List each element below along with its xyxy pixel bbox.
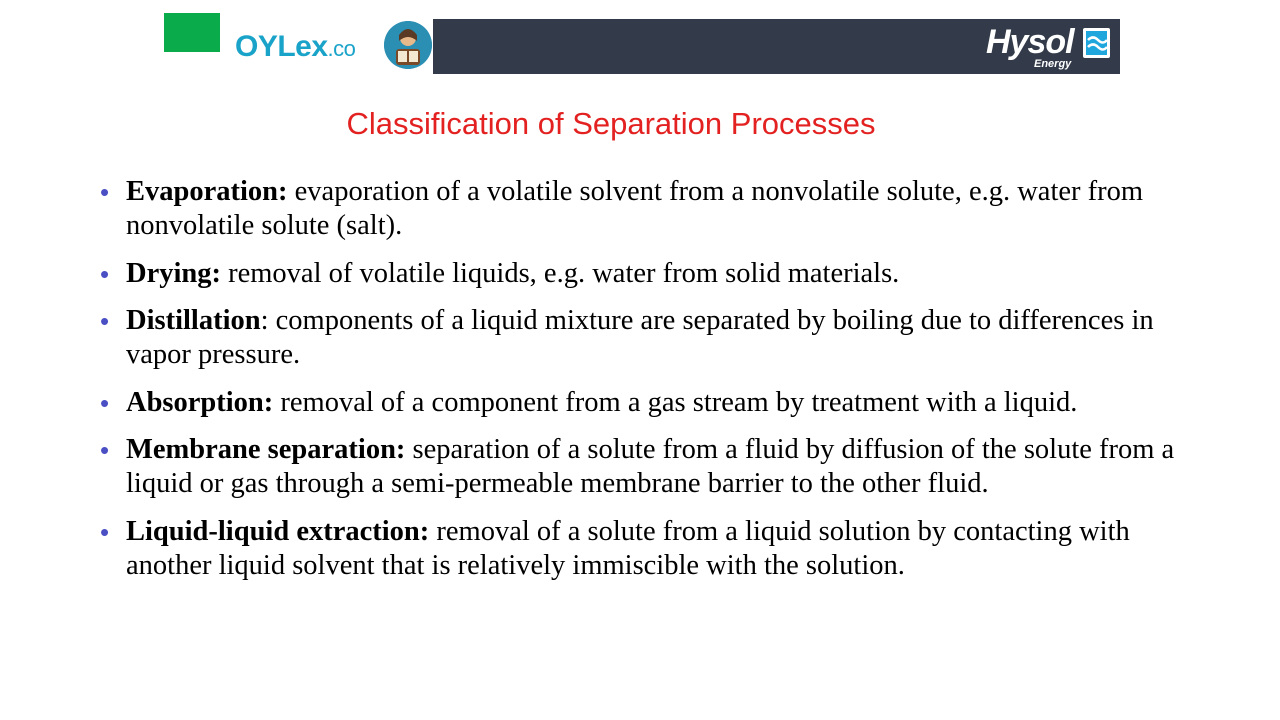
bullet-item-liquid-liquid-extraction [100, 515, 1210, 583]
hysol-logo-text: Hysol [986, 23, 1074, 61]
bullet-term: Absorption: [126, 386, 274, 418]
bullet-icon: • [100, 258, 110, 289]
bullet-item-drying [100, 257, 1210, 291]
bullet-text: removal of volatile liquids, e.g. water from solid materials. [221, 257, 900, 289]
bullet-term: Distillation [126, 305, 261, 337]
bullet-text: separation of a solute from a fluid by diffusion of the solute from a liquid or gas through a semi-permeable membrane barrier to the other fluid. [126, 434, 1175, 500]
bullet-term: Membrane separation: [126, 434, 406, 466]
oylex-logo [232, 19, 433, 74]
oylex-logo-text: OYLex.co [235, 29, 356, 63]
green-accent-square [164, 13, 220, 52]
header-banner [232, 19, 1120, 74]
bullet-term: Drying: [126, 257, 221, 289]
bullet-term: Evaporation: [126, 176, 288, 207]
hysol-wave-icon [1083, 28, 1110, 58]
bullet-icon: • [100, 177, 110, 207]
bullet-text: : components of a liquid mixture are separated by boiling due to differences in vapor pressure. [126, 305, 1154, 371]
slide-title: Classification of Separation Processes [346, 106, 876, 141]
bullet-item-evaporation [100, 175, 1210, 243]
bullet-icon: • [100, 387, 110, 418]
bullet-icon: • [100, 516, 110, 547]
bullet-term: Liquid-liquid extraction: [126, 515, 430, 547]
energy-logo-text: Energy [1034, 58, 1072, 70]
reader-avatar-icon [384, 21, 432, 69]
bullet-text: removal of a component from a gas stream by treatment with a liquid. [273, 386, 1078, 418]
bullet-list [100, 175, 1210, 597]
bullet-icon: • [100, 435, 110, 466]
bullet-text: evaporation of a volatile solvent from a nonvolatile solute, e.g. water from nonvolatile solute (salt). [126, 176, 1144, 241]
bullet-item-absorption [100, 386, 1210, 420]
bullet-item-membrane-separation [100, 433, 1210, 501]
bullet-text: removal of a solute from a liquid solution by contacting with another liquid solvent that is relatively immiscible with the solution. [126, 515, 1130, 581]
bullet-icon: • [100, 306, 110, 337]
bullet-item-distillation [100, 304, 1210, 372]
hysol-energy-logo [986, 22, 1116, 72]
